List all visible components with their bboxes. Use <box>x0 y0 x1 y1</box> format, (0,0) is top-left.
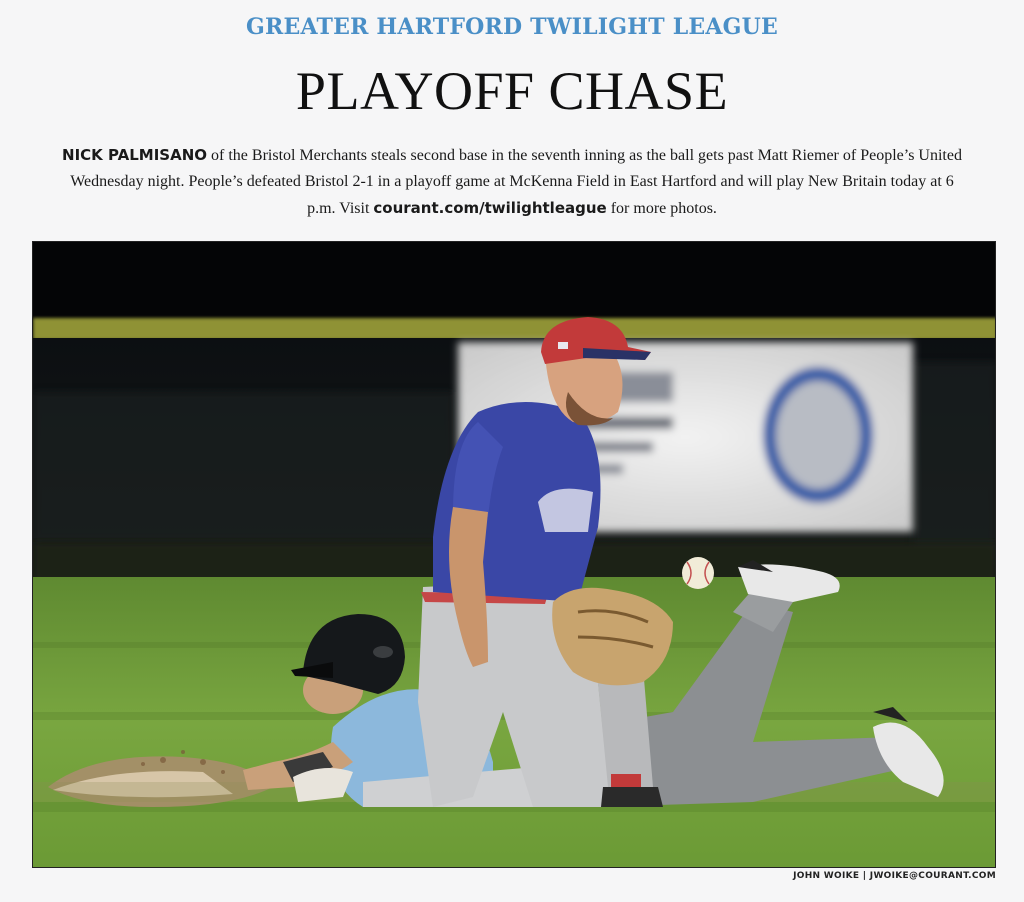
baseball-photo <box>32 241 996 868</box>
baseball <box>682 557 714 589</box>
photo-credit: JOHN WOIKE | JWOIKE@COURANT.COM <box>793 871 996 881</box>
section-kicker: GREATER HARTFORD TWILIGHT LEAGUE <box>246 14 778 40</box>
fence-rail <box>33 318 996 340</box>
photo-caption <box>60 142 964 222</box>
caption-text-2: for more photos. <box>606 200 717 217</box>
headline: PLAYOFF CHASE <box>295 61 729 121</box>
caption-subject-name: NICK PALMISANO <box>62 146 208 164</box>
baseball-photo-illustration <box>33 242 996 868</box>
caption-link[interactable]: courant.com/twilightleague <box>373 199 607 217</box>
caption-text-1: of the Bristol Merchants steals second base in the seventh inning as the ball gets past Matt Riemer of People’s United Wednesday night. People’s defeated Bristol 2-1 in a playoff game at McKenna Field in East Hartford and will play New Britain today at 6 p.m. Visit <box>70 147 962 217</box>
night-sky <box>33 242 996 322</box>
